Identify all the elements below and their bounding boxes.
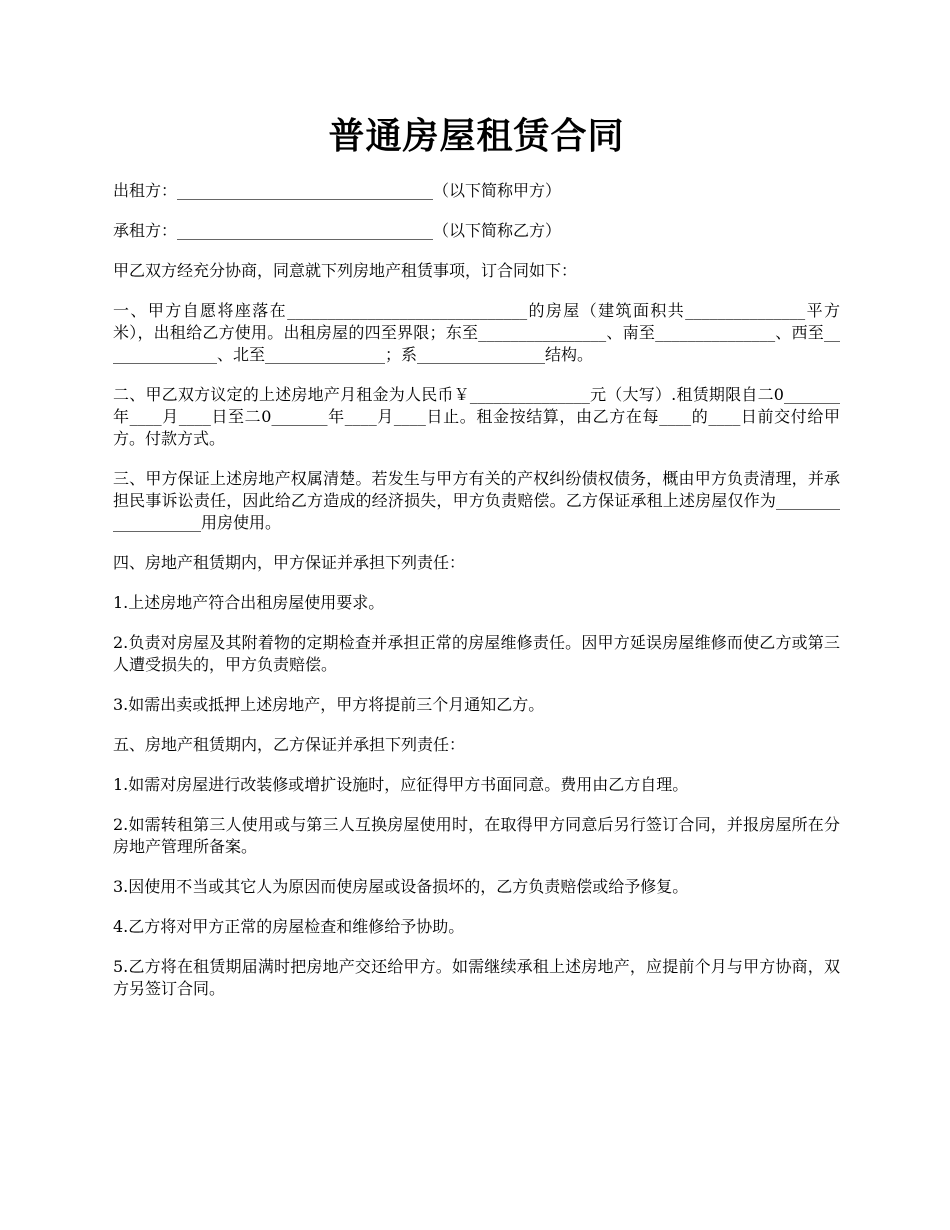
- clause-3-title-warranty: 三、甲方保证上述房地产权属清楚。若发生与甲方有关的产权纠纷债权债务，概由甲方负责清理，并承担民事诉讼责任，因此给乙方造成的经济损失，甲方负责赔偿。乙方保证承租上述房屋仅作为___________________用房使用。: [113, 469, 840, 532]
- clause-4-item-1: 1.上述房地产符合出租房屋使用要求。: [113, 593, 385, 612]
- lessor-line: 出租方：________________________________（以下简称甲方）: [113, 181, 562, 200]
- clause-5-item-3: 3.因使用不当或其它人为原因而使房屋或设备损坏的，乙方负责赔偿或给予修复。: [113, 877, 689, 896]
- clause-5-item-5: 5.乙方将在租赁期届满时把房地产交还给甲方。如需继续承租上述房地产，应提前个月与甲方协商，双方另签订合同。: [113, 957, 840, 998]
- clause-1-property: 一、甲方自愿将座落在______________________________的房屋（建筑面积共_______________平方米），出租给乙方使用。出租房屋的四至界限；东至________________、南至_______________、西至_______________、北至_______________；系________________结构。: [113, 301, 840, 364]
- clause-4-heading: 四、房地产租赁期内，甲方保证并承担下列责任：: [113, 553, 466, 572]
- lessee-line: 承租方：________________________________（以下简称乙方）: [113, 221, 562, 240]
- clause-5-item-1: 1.如需对房屋进行改装修或增扩设施时，应征得甲方书面同意。费用由乙方自理。: [113, 775, 689, 794]
- preamble: 甲乙双方经充分协商，同意就下列房地产租赁事项，订合同如下：: [113, 261, 578, 280]
- clause-5-item-2: 2.如需转租第三人使用或与第三人互换房屋使用时，在取得甲方同意后另行签订合同，并报房屋所在分房地产管理所备案。: [113, 815, 840, 856]
- document-page: [113, 110, 840, 1018]
- clause-4-item-2: 2.负责对房屋及其附着物的定期检查并承担正常的房屋维修责任。因甲方延误房屋维修而使乙方或第三人遭受损失的，甲方负责赔偿。: [113, 633, 840, 674]
- clause-5-heading: 五、房地产租赁期内，乙方保证并承担下列责任：: [113, 735, 466, 754]
- clause-5-item-4: 4.乙方将对甲方正常的房屋检查和维修给予协助。: [113, 917, 465, 936]
- clause-2-rent-term: 二、甲乙双方议定的上述房地产月租金为人民币￥_______________元（大写）.租赁期限自二0_______年____月____日至二0_______年____月____日止。租金按结算，由乙方在每____的____日前交付给甲方。付款方式。: [113, 385, 840, 448]
- clause-4-item-3: 3.如需出卖或抵押上述房地产，甲方将提前三个月通知乙方。: [113, 695, 545, 714]
- document-title: 普通房屋租赁合同: [328, 115, 625, 157]
